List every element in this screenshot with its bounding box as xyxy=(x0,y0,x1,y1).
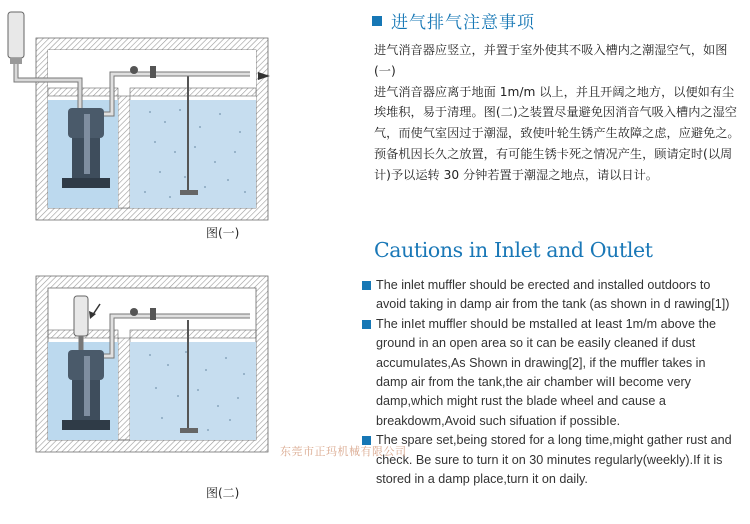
bullet-square-icon xyxy=(362,320,371,329)
list-item xyxy=(362,276,746,315)
chinese-body xyxy=(374,40,744,186)
english-title: Cautions in Inlet and Outlet xyxy=(374,238,653,262)
chinese-paragraph: 进气消音器应竖立，并置于室外使其不吸入槽内之潮湿空气，如图(一) xyxy=(374,43,728,78)
figure-2-label: 图(二) xyxy=(206,486,240,500)
heading-square-icon xyxy=(372,16,382,26)
list-item-text: The inlet muffler should be erected and installed outdoors to avoid taking in damp air from the tank (as shown in d rawing[1]) xyxy=(376,278,730,312)
chinese-paragraph: 预备机因长久之放置，有可能生锈卡死之情况产生，顾请定时(以周计)予以运转 30 分钟若置于潮湿之地点，请以日计。 xyxy=(374,146,733,182)
muffler xyxy=(8,12,24,58)
figure-1-diagram xyxy=(0,2,352,252)
list-item-text: The spare set,being stored for a long time,might gather rust and check. Be sure to turn it on 30 minutes regularly(weekly).If it is stored in a damp place,turn it on daily. xyxy=(376,433,732,487)
company-watermark: 东莞市正玛机械有限公司 xyxy=(280,445,407,458)
text-column xyxy=(362,0,746,523)
list-item xyxy=(362,431,746,489)
chinese-heading xyxy=(372,8,535,33)
figure-2-diagram xyxy=(0,270,352,520)
chinese-title: 进气排气注意事项 xyxy=(391,13,535,33)
list-item xyxy=(362,315,746,431)
bullet-square-icon xyxy=(362,281,371,290)
list-item-text: The inIet muffler shouId be mstaIIed at Ieast 1m/m above the ground in an open area so it can be easiIy cleaned if dust accumuIates,As Shown in drawing[2], if the muffler takes in damp air from the tank,the air chamber wiII become very damp,which might rust the blade wheel and cause a breakdowm,Avoid such sifuation if possibIe. xyxy=(376,316,716,428)
chinese-paragraph: 进气消音器应离于地面 1m/m 以上，并且开阔之地方，以便如有尘埃堆积，易于清理。图(二)之装置尽量避免因消音气吸入槽内之湿空气，而使气室因过于潮湿，致使叶轮生锈产生故障之虑，应避免之。 xyxy=(374,84,740,141)
figure-2 xyxy=(0,270,352,524)
english-list xyxy=(362,276,746,489)
figure-1-label: 图(一) xyxy=(206,226,240,240)
figure-1 xyxy=(0,2,352,256)
